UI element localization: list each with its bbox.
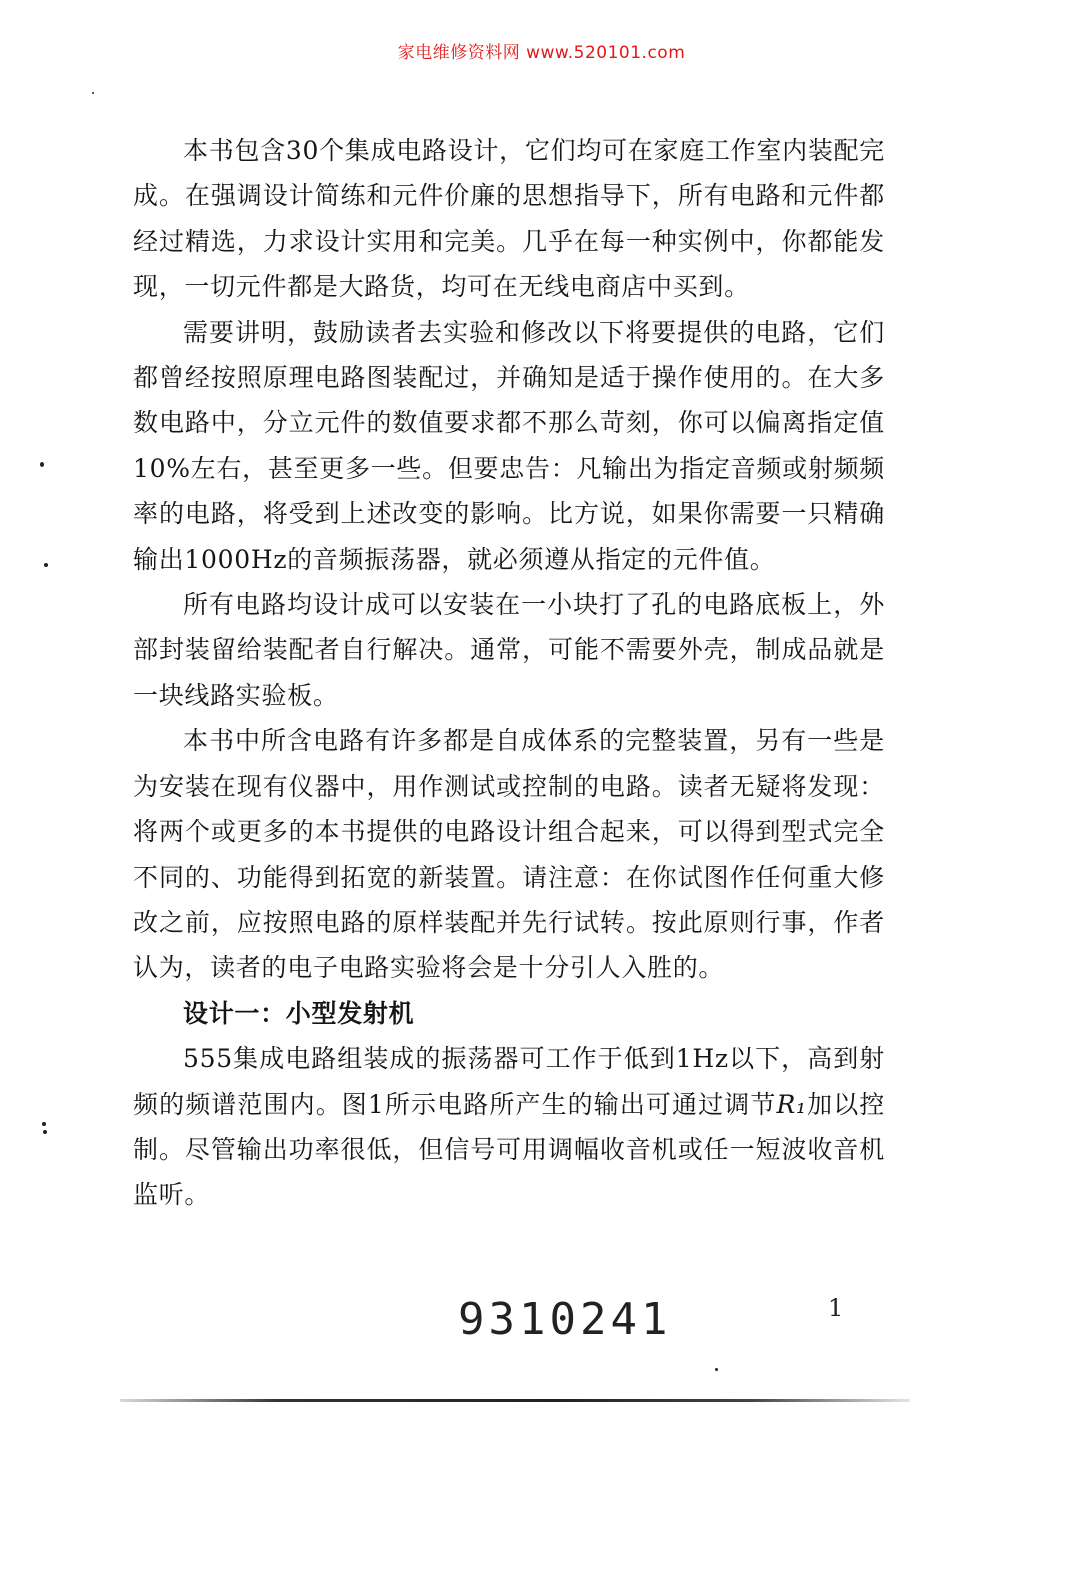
catalog-number: 9310241 — [458, 1294, 672, 1345]
scan-artifact-line — [120, 1399, 910, 1402]
transmitter-text-start: 555集成电路组装成的振荡器可工作于低到1Hz以下，高到射频的频谱范围内。图1所示电路所产生的输出可通过调节 — [133, 1044, 885, 1119]
scan-speck — [40, 462, 44, 467]
paragraph-intro: 本书包含30个集成电路设计，它们均可在家庭工作室内装配完成。在强调设计简练和元件价廉的思想指导下，所有电路和元件都经过精选，力求设计实用和完美。几乎在每一种实例中，你都能发现，一切元件都是大路货，均可在无线电商店中买到。 — [133, 136, 885, 302]
scan-speck — [44, 563, 48, 567]
watermark-header: 家电维修资料网 www.520101.com — [397, 43, 686, 63]
paragraph-combination: 本书中所含电路有许多都是自成体系的完整装置，另有一些是为安装在现有仪器中，用作测试或控制的电路。读者无疑将发现：将两个或更多的本书提供的电路设计组合起来，可以得到型式完全不同的、功能得到拓宽的新装置。请注意：在你试图作任何重大修改之前，应按照电路的原样装配并先行试转。按此原则行事，作者认为，读者的电子电路实验将会是十分引人入胜的。 — [133, 726, 885, 983]
transmitter-text-end: 加以控制。尽管输出功率很低，但信号可用调幅收音机或任一短波收音机监听。 — [133, 1089, 885, 1210]
book-body — [133, 128, 885, 1218]
resistor-symbol: R₁ — [776, 1089, 807, 1119]
paragraph-tolerance: 需要讲明，鼓励读者去实验和修改以下将要提供的电路，它们都曾经按照原理电路图装配过，并确知是适于操作使用的。在大多数电路中，分立元件的数值要求都不那么苛刻，你可以偏离指定值10%左右，甚至更多一些。但要忠告：凡输出为指定音频或射频频率的电路，将受到上述改变的影响。比方说，如果你需要一只精确输出1000Hz的音频振荡器，就必须遵从指定的元件值。 — [133, 317, 885, 574]
scan-speck — [715, 1368, 718, 1371]
scan-speck — [92, 92, 94, 94]
section-heading: 设计一：小型发射机 — [183, 998, 415, 1028]
scan-speck — [43, 1130, 47, 1134]
paragraph-transmitter — [133, 1036, 885, 1218]
page-number: 1 — [828, 1294, 844, 1322]
paragraph-mounting: 所有电路均设计成可以安装在一小块打了孔的电路底板上，外部封装留给装配者自行解决。通常，可能不需要外壳，制成品就是一块线路实验板。 — [133, 590, 885, 710]
scan-speck — [42, 1122, 46, 1126]
